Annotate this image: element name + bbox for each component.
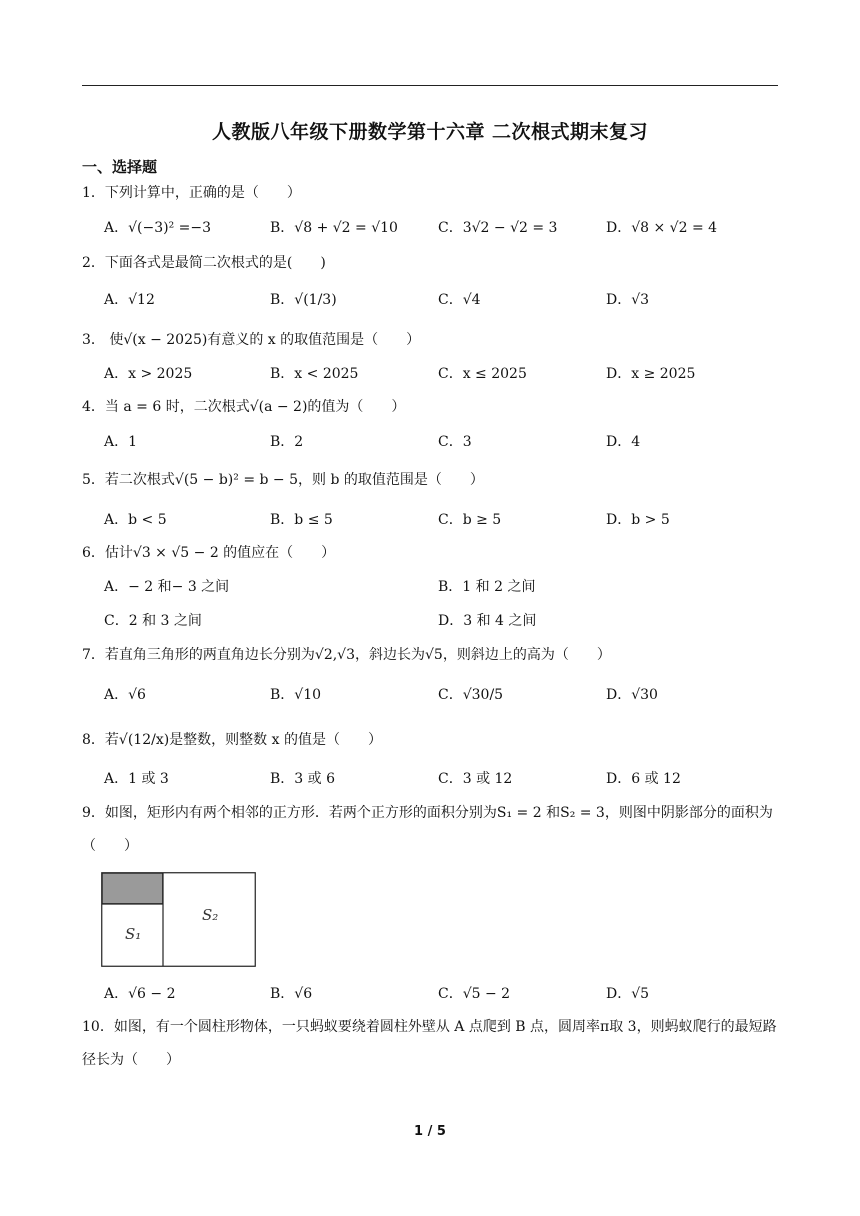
- header-rule: [82, 85, 778, 86]
- question-3-option-b: B．x < 2025: [270, 366, 359, 382]
- question-10-stem: 10．如图，有一个圆柱形物体，一只蚂蚁要绕着圆柱外壁从 A 点爬到 B 点，圆周率π取 3，则蚂蚁爬行的最短路径长为（ ）: [82, 1019, 777, 1068]
- label-s2: S₂: [202, 906, 219, 924]
- question-2-option-b: B．√(1/3): [270, 292, 337, 308]
- page-title: 人教版八年级下册数学第十六章 二次根式期末复习: [211, 121, 649, 143]
- label-s1: S₁: [125, 925, 142, 943]
- question-8-option-c: C．3 或 12: [438, 771, 513, 787]
- question-2-option-a: A．√12: [104, 292, 155, 308]
- question-2-option-d: D．√3: [606, 292, 650, 308]
- question-2-option-c: C．√4: [438, 292, 481, 308]
- question-9-option-b: B．√6: [270, 986, 313, 1002]
- question-9-stem: 9．如图，矩形内有两个相邻的正方形．若两个正方形的面积分别为S₁ = 2 和S₂ = 3，则图中阴影部分的面积为（ ）: [82, 805, 773, 854]
- question-1-option-b: B．√8 + √2 = √10: [270, 220, 398, 236]
- question-7-stem: 7．若直角三角形的两直角边长分别为√2,√3，斜边长为√5，则斜边上的高为（ ）: [82, 647, 611, 663]
- question-5-option-d: D．b > 5: [606, 512, 670, 528]
- question-4-option-c: C．3: [438, 434, 472, 450]
- question-4-stem: 4．当 a = 6 时，二次根式√(a − 2)的值为（ ）: [82, 399, 406, 415]
- question-8-option-a: A．1 或 3: [104, 771, 169, 787]
- question-6-option-a: A．− 2 和− 3 之间: [104, 579, 230, 595]
- page-number: 1 / 5: [414, 1124, 446, 1139]
- question-5-option-b: B．b ≤ 5: [270, 512, 333, 528]
- question-8-option-b: B．3 或 6: [270, 771, 336, 787]
- question-6-option-d: D．3 和 4 之间: [438, 613, 537, 629]
- question-6-stem: 6．估计√3 × √5 − 2 的值应在（ ）: [82, 545, 336, 561]
- question-9-option-d: D．√5: [606, 986, 650, 1002]
- section-heading: 一、选择题: [82, 158, 158, 176]
- question-9-option-a: A．√6 − 2: [104, 986, 176, 1002]
- question-3-option-d: D．x ≥ 2025: [606, 366, 696, 382]
- question-3-stem: 3． 使√(x − 2025)有意义的 x 的取值范围是（ ）: [82, 332, 421, 348]
- question-4-option-b: B．2: [270, 434, 304, 450]
- question-7-option-b: B．√10: [270, 687, 322, 703]
- question-7-option-c: C．√30/5: [438, 687, 504, 703]
- question-1-option-d: D．√8 × √2 = 4: [606, 220, 718, 236]
- question-1-option-a: A．√(−3)² =−3: [104, 220, 212, 236]
- question-5-option-a: A．b < 5: [104, 512, 167, 528]
- question-4-option-d: D．4: [606, 434, 641, 450]
- question-8-stem: 8．若√(12/x)是整数，则整数 x 的值是（ ）: [82, 732, 382, 748]
- question-5-stem: 5．若二次根式√(5 − b)² = b − 5，则 b 的取值范围是（ ）: [82, 472, 484, 488]
- question-4-option-a: A．1: [104, 434, 138, 450]
- question-6-option-b: B．1 和 2 之间: [438, 579, 536, 595]
- question-3-option-a: A．x > 2025: [104, 366, 193, 382]
- question-7-option-a: A．√6: [104, 687, 146, 703]
- question-3-option-c: C．x ≤ 2025: [438, 366, 527, 382]
- question-5-option-c: C．b ≥ 5: [438, 512, 502, 528]
- question-6-option-c: C．2 和 3 之间: [104, 613, 202, 629]
- question-8-option-d: D．6 或 12: [606, 771, 681, 787]
- question-7-option-d: D．√30: [606, 687, 658, 703]
- question-1-stem: 1．下列计算中，正确的是（ ）: [82, 185, 301, 201]
- question-1-option-c: C．3√2 − √2 = 3: [438, 220, 558, 236]
- shaded-region: [102, 873, 163, 904]
- squares-figure: [101, 872, 256, 967]
- question-9-option-c: C．√5 − 2: [438, 986, 511, 1002]
- question-2-stem: 2．下面各式是最简二次根式的是( ): [82, 255, 326, 271]
